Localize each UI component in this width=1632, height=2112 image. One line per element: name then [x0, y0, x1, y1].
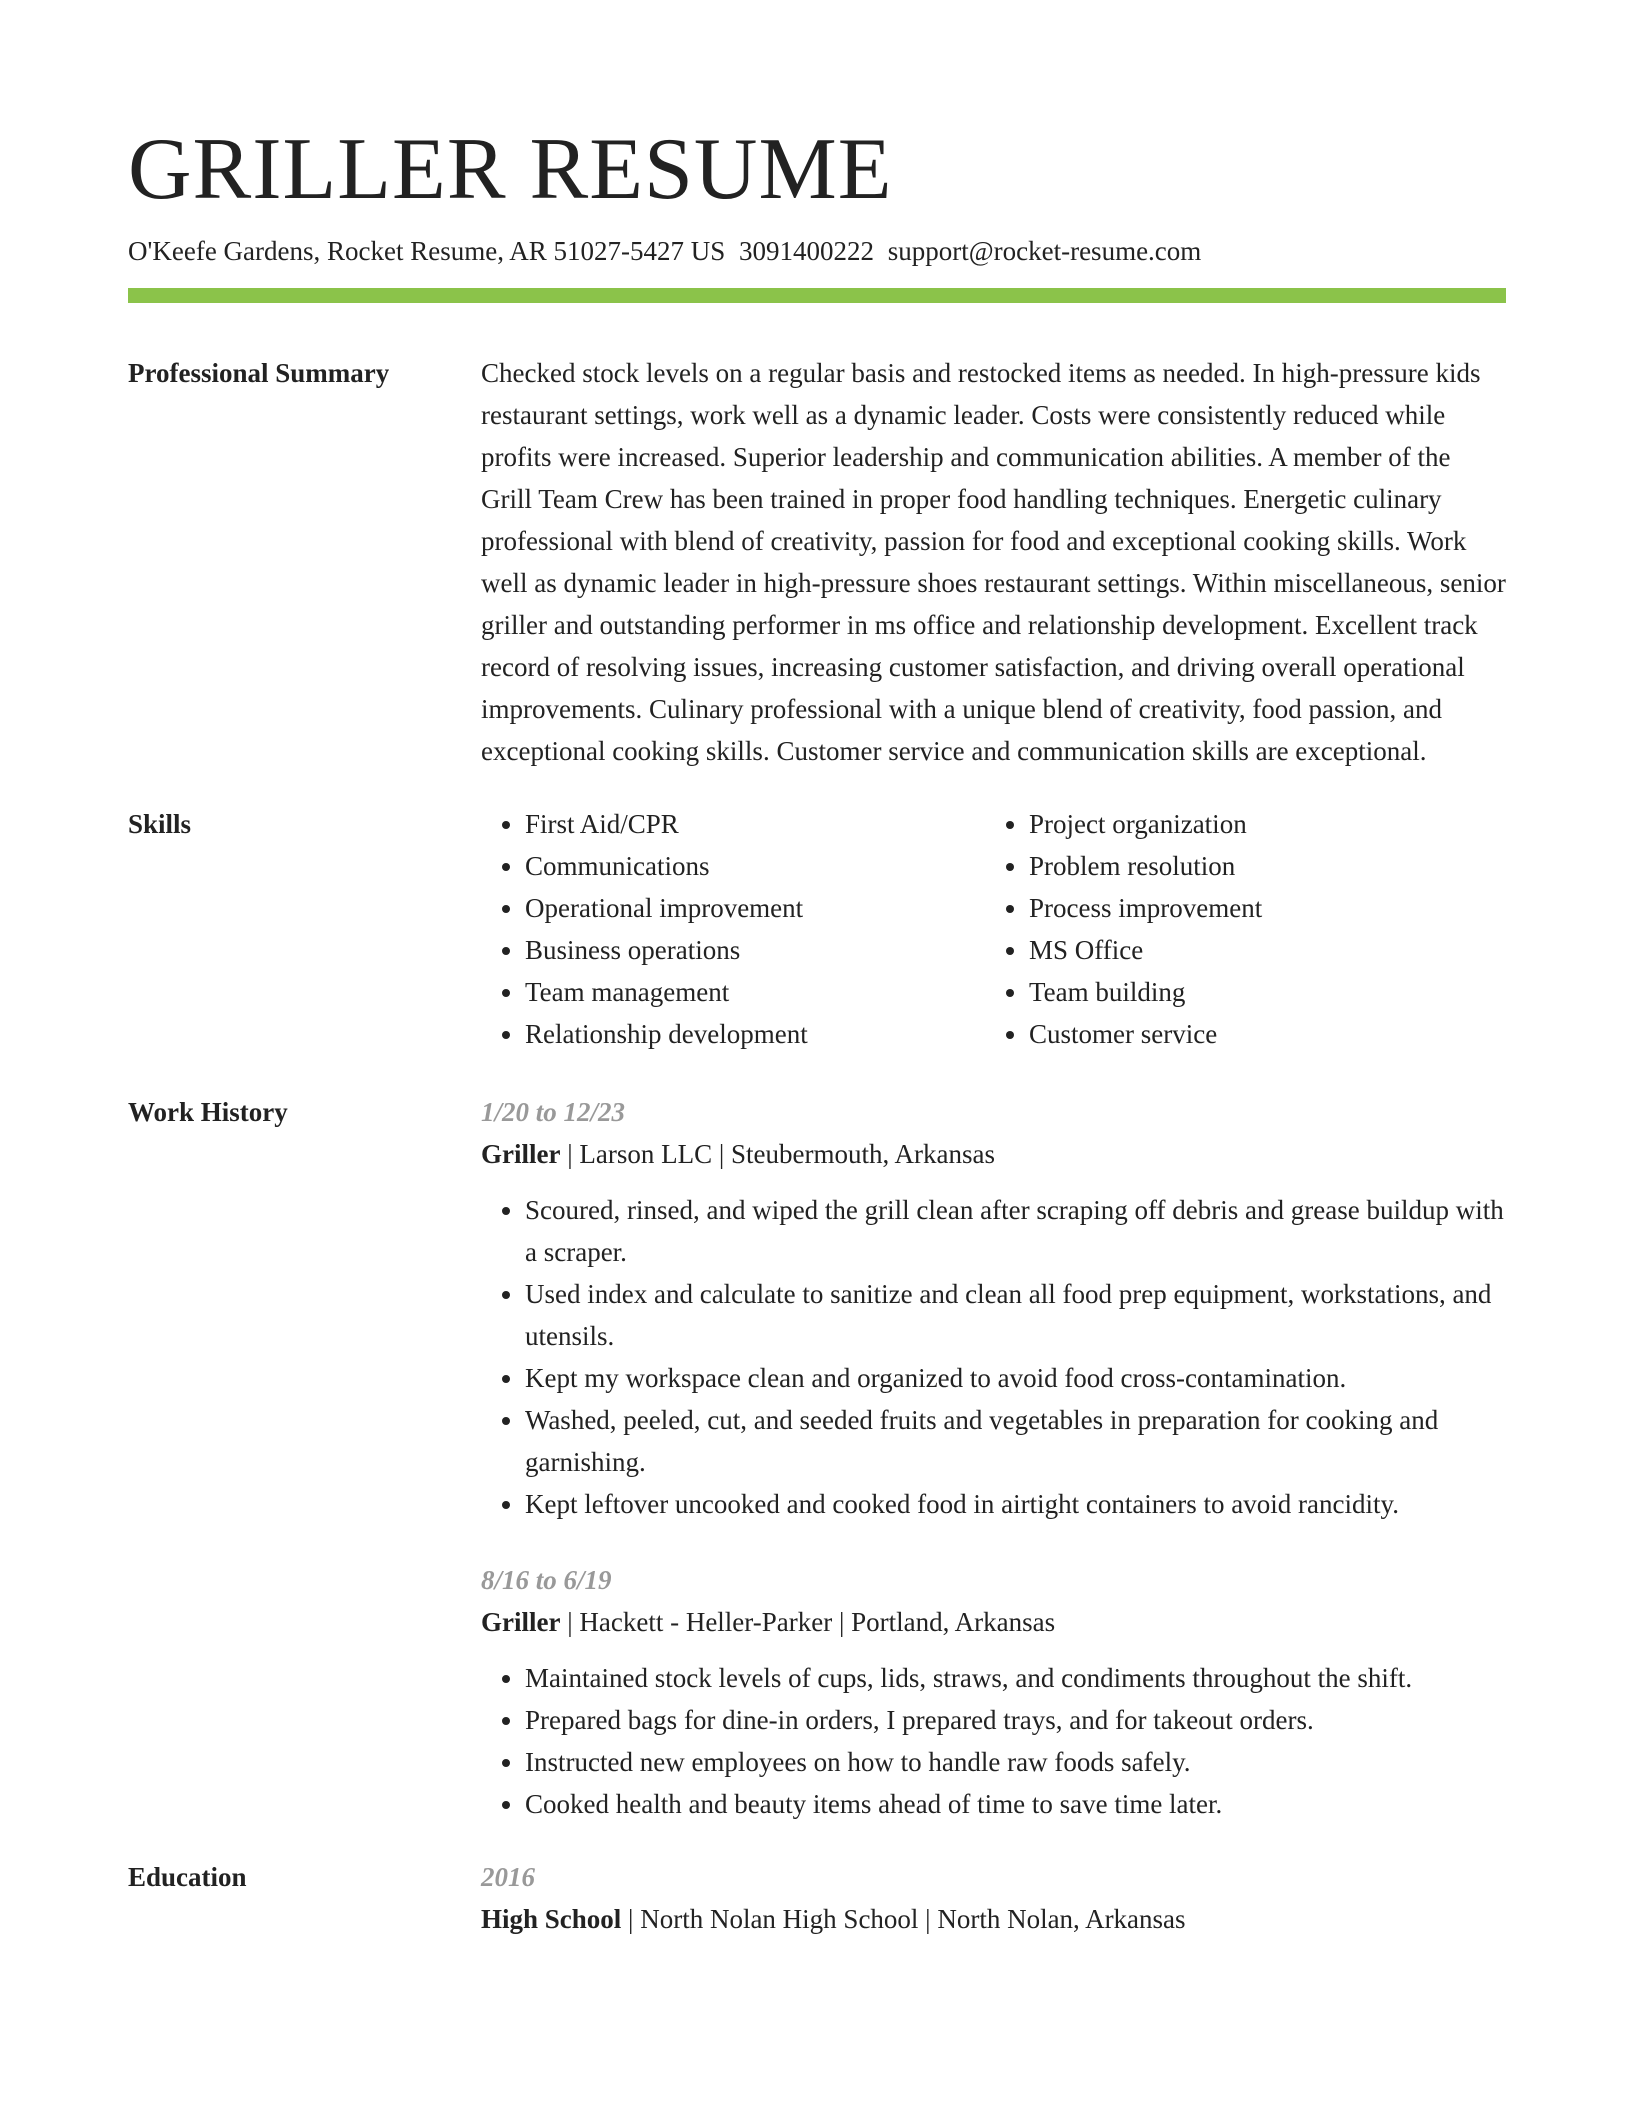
job-bullet: • Kept leftover uncooked and cooked food in airtight containers to avoid rancidity.: [525, 1483, 1506, 1525]
contact-address: O'Keefe Gardens, Rocket Resume, AR 51027-5427 US: [128, 236, 726, 266]
contact-phone: 3091400222: [739, 236, 875, 266]
education-year: 2016: [481, 1862, 535, 1892]
education-section: [128, 1856, 1506, 1940]
skill-item: • Business operations: [525, 929, 985, 971]
job-bullet: • Cooked health and beauty items ahead of time to save time later.: [525, 1783, 1506, 1825]
summary-text: Checked stock levels on a regular basis and restocked items as needed. In high-pressure kids restaurant settings, work well as a dynamic leader. Costs were consistently reduced while profits were increased. Superior leadership and communication abilities. A member of the Grill Team Crew has been trained in proper food handling techniques. Energetic culinary professional with blend of creativity, passion for food and exceptional cooking skills. Work well as dynamic leader in high-pressure shoes restaurant settings. Within miscellaneous, senior griller and outstanding performer in ms office and relationship development. Excellent track record of resolving issues, increasing customer satisfaction, and driving overall operational improvements. Culinary professional with a unique blend of creativity, food passion, and exceptional cooking skills. Customer service and communication skills are exceptional.: [481, 358, 1506, 766]
skill-item: • Project organization: [1029, 803, 1489, 845]
work-history-section: [128, 1091, 1506, 1825]
job-bullet: • Prepared bags for dine-in orders, I prepared trays, and for takeout orders.: [525, 1699, 1506, 1741]
resume-page: [128, 120, 1506, 1940]
skills-list-left: [481, 803, 985, 1055]
job-title: Griller: [481, 1607, 561, 1637]
job-dates: 8/16 to 6/19: [481, 1565, 612, 1595]
job-dates: 1/20 to 12/23: [481, 1097, 626, 1127]
job-title-line: [481, 1601, 1506, 1643]
skill-item: • Team building: [1029, 971, 1489, 1013]
contact-email: support@rocket-resume.com: [887, 236, 1202, 266]
job-bullets: [481, 1189, 1506, 1525]
job-bullet: • Maintained stock levels of cups, lids, straws, and condiments throughout the shift.: [525, 1657, 1506, 1699]
contact-line: [128, 234, 1506, 268]
skill-item: • MS Office: [1029, 929, 1489, 971]
skills-heading: Skills: [128, 809, 192, 839]
job-bullet: • Scoured, rinsed, and wiped the grill clean after scraping off debris and grease buildup with a scraper.: [525, 1189, 1506, 1273]
skills-columns: [481, 803, 1506, 1055]
education-heading: Education: [128, 1862, 247, 1892]
header-divider: [128, 288, 1506, 303]
skill-item: • Relationship development: [525, 1013, 985, 1055]
resume-title: GRILLER RESUME: [128, 121, 893, 218]
education-degree: High School: [481, 1904, 622, 1934]
summary-body: [481, 352, 1506, 772]
job-bullet: • Instructed new employees on how to handle raw foods safely.: [525, 1741, 1506, 1783]
skill-item: • Process improvement: [1029, 887, 1489, 929]
education-school-location: | North Nolan High School | North Nolan, Arkansas: [621, 1904, 1186, 1934]
skill-item: • Communications: [525, 845, 985, 887]
job-bullet: • Used index and calculate to sanitize and clean all food prep equipment, workstations, and utensils.: [525, 1273, 1506, 1357]
skill-item: • Problem resolution: [1029, 845, 1489, 887]
job-title-line: [481, 1133, 1506, 1175]
work-history-body: [481, 1091, 1506, 1825]
job-bullet: • Kept my workspace clean and organized to avoid food cross-contamination.: [525, 1357, 1506, 1399]
job-bullet: • Washed, peeled, cut, and seeded fruits and vegetables in preparation for cooking and garnishing.: [525, 1399, 1506, 1483]
skill-item: • Customer service: [1029, 1013, 1489, 1055]
skills-section: [128, 803, 1506, 1055]
job-employer-location: | Larson LLC | Steubermouth, Arkansas: [560, 1139, 995, 1169]
work-history-heading: Work History: [128, 1097, 288, 1127]
skills-body: [481, 803, 1506, 1055]
education-title-line: [481, 1898, 1506, 1940]
skills-list-right: [985, 803, 1489, 1055]
skill-item: • Operational improvement: [525, 887, 985, 929]
summary-section: [128, 352, 1506, 772]
job-entry: [481, 1091, 1506, 1525]
summary-heading: Professional Summary: [128, 358, 390, 388]
job-entry: [481, 1559, 1506, 1825]
job-bullets: [481, 1657, 1506, 1825]
job-title: Griller: [481, 1139, 561, 1169]
job-employer-location: | Hackett - Heller-Parker | Portland, Arkansas: [560, 1607, 1056, 1637]
skill-item: • Team management: [525, 971, 985, 1013]
skill-item: • First Aid/CPR: [525, 803, 985, 845]
education-body: [481, 1856, 1506, 1940]
